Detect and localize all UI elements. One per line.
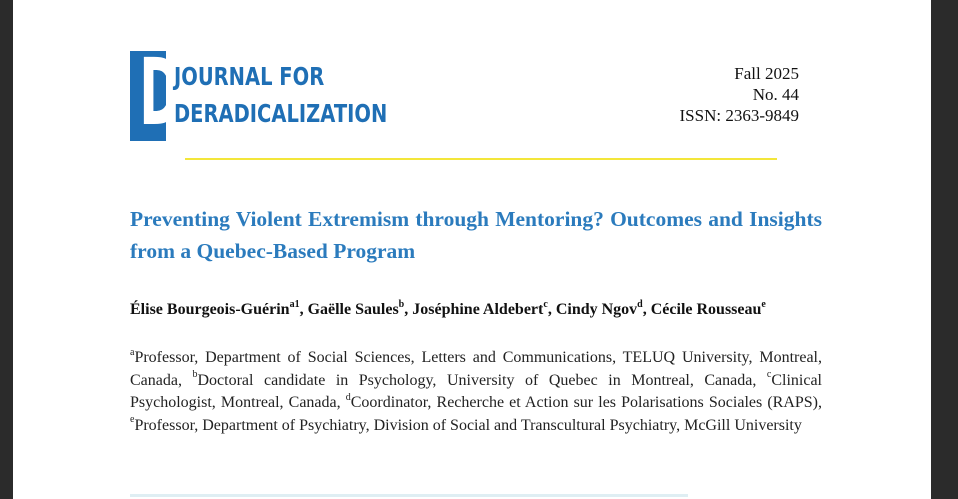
journal-name-line1: JOURNAL FOR bbox=[174, 62, 325, 91]
logo-d-block bbox=[130, 39, 182, 146]
issn: ISSN: 2363-9849 bbox=[679, 106, 799, 125]
author-name: Cécile Rousseau bbox=[650, 301, 762, 318]
author-separator: , bbox=[404, 301, 413, 318]
author-affiliation-mark: d bbox=[637, 298, 643, 310]
affiliation-text: Coordinator, Recherche et Action sur les Polarisations Sociales (RAPS), bbox=[350, 394, 823, 411]
affiliation-mark: b bbox=[192, 369, 198, 381]
affiliation-mark: d bbox=[345, 391, 351, 403]
author-affiliation-mark: c bbox=[543, 298, 548, 310]
author-affiliation-mark: a1 bbox=[289, 298, 300, 310]
journal-logo bbox=[130, 39, 388, 146]
logo-letter: D bbox=[139, 39, 182, 146]
author-name: Cindy Ngov bbox=[555, 301, 638, 318]
issue-season: Fall 2025 bbox=[734, 64, 799, 83]
journal-name-line2: DERADICALIZATION bbox=[174, 99, 388, 128]
affiliation-text: Professor, Department of Psychiatry, Division of Social and Transcultural Psychiatry, McGill University bbox=[134, 416, 802, 434]
document-page bbox=[13, 0, 931, 499]
author-list bbox=[130, 299, 822, 321]
affiliation-text: Doctoral candidate in Psychology, University of Quebec in Montreal, Canada, bbox=[197, 371, 767, 389]
author-separator: , bbox=[299, 301, 308, 318]
section-divider bbox=[130, 494, 688, 497]
affiliations bbox=[130, 347, 822, 437]
issue-info bbox=[633, 63, 799, 126]
affiliation-mark: a bbox=[130, 346, 135, 358]
issue-number: No. 44 bbox=[752, 85, 799, 104]
author-separator: , bbox=[547, 301, 556, 318]
affiliation-text: Clinical Psychologist, Montreal, Canada, bbox=[130, 371, 822, 411]
article-title: Preventing Violent Extremism through Mentoring? Outcomes and Insights from a Quebec-Based Program bbox=[130, 207, 822, 263]
author-name: Élise Bourgeois-Guérin bbox=[130, 301, 290, 318]
author-affiliation-mark: e bbox=[761, 298, 766, 310]
author-affiliation-mark: b bbox=[398, 298, 405, 310]
affiliation-mark: c bbox=[766, 369, 772, 381]
header-divider bbox=[185, 158, 777, 160]
affiliation-mark: e bbox=[130, 414, 135, 426]
author-separator: , bbox=[642, 301, 651, 318]
author-name: Gaëlle Saules bbox=[307, 301, 399, 318]
author-name: Joséphine Aldebert bbox=[412, 301, 544, 318]
affiliation-text: Professor, Department of Social Sciences, Letters and Communications, TELUQ University, Montreal, Canada, bbox=[130, 349, 822, 389]
